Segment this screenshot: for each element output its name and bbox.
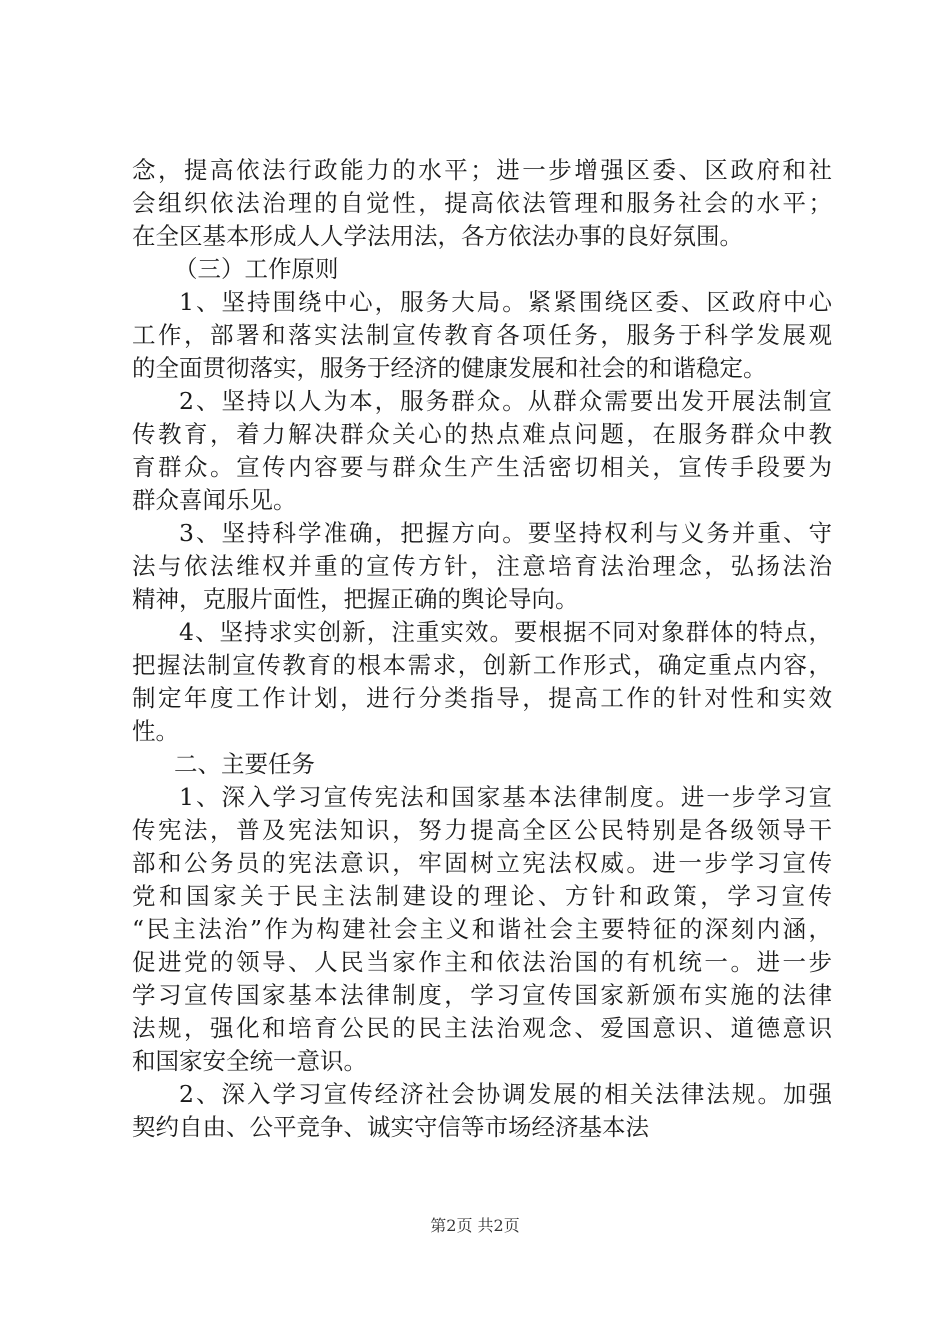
text-line: 法与依法维权并重的宣传方针，注意培育法治理念，弘扬法治 bbox=[132, 552, 832, 580]
text-line: 党和国家关于民主法制建设的理论、方针和政策，学习宣传 bbox=[132, 882, 832, 910]
page-footer: 第2页 共2页 bbox=[430, 1216, 520, 1235]
text-line: 把握法制宣传教育的根本需求，创新工作形式，确定重点内容， bbox=[132, 651, 832, 679]
text-line: 1、坚持围绕中心，服务大局。紧紧围绕区委、区政府中心 bbox=[179, 288, 832, 316]
text-line: “民主法治”作为构建社会主义和谐社会主要特征的深刻内涵， bbox=[132, 915, 832, 943]
text-line: 学习宣传国家基本法律制度，学习宣传国家新颁布实施的法律 bbox=[132, 981, 832, 1009]
text-line: 契约自由、公平竞争、诚实守信等市场经济基本法 bbox=[132, 1113, 649, 1141]
text-line: 2、坚持以人为本，服务群众。从群众需要出发开展法制宣 bbox=[179, 387, 832, 415]
document-body bbox=[132, 154, 832, 1144]
text-line: 传教育，着力解决群众关心的热点难点问题，在服务群众中教 bbox=[132, 420, 832, 448]
section-heading: （三）工作原则 bbox=[174, 255, 339, 283]
text-line: 制定年度工作计划，进行分类指导，提高工作的针对性和实效 bbox=[132, 684, 832, 712]
text-line: 传宪法，普及宪法知识，努力提高全区公民特别是各级领导干 bbox=[132, 816, 832, 844]
text-line: 2、深入学习宣传经济社会协调发展的相关法律法规。加强 bbox=[179, 1080, 832, 1108]
text-line: 育群众。宣传内容要与群众生产生活密切相关，宣传手段要为 bbox=[132, 453, 832, 481]
text-line: 1、深入学习宣传宪法和国家基本法律制度。进一步学习宣 bbox=[179, 783, 832, 811]
text-line: 和国家安全统一意识。 bbox=[132, 1047, 367, 1075]
text-line: 的全面贯彻落实，服务于经济的健康发展和社会的和谐稳定。 bbox=[132, 354, 767, 382]
text-line: 法规，强化和培育公民的民主法治观念、爱国意识、道德意识 bbox=[132, 1014, 832, 1042]
text-line: 念，提高依法行政能力的水平；进一步增强区委、区政府和社 bbox=[132, 156, 832, 184]
text-line: 3、坚持科学准确，把握方向。要坚持权利与义务并重、守 bbox=[179, 519, 832, 547]
text-line: 群众喜闻乐见。 bbox=[132, 486, 297, 514]
section-heading: 二、主要任务 bbox=[174, 750, 315, 778]
text-line: 精神，克服片面性，把握正确的舆论导向。 bbox=[132, 585, 579, 613]
text-line: 促进党的领导、人民当家作主和依法治国的有机统一。进一步 bbox=[132, 948, 832, 976]
text-line: 在全区基本形成人人学法用法，各方依法办事的良好氛围。 bbox=[132, 222, 743, 250]
text-line: 会组织依法治理的自觉性，提高依法管理和服务社会的水平； bbox=[132, 189, 832, 217]
text-line: 工作，部署和落实法制宣传教育各项任务，服务于科学发展观 bbox=[132, 321, 832, 349]
text-line: 4、坚持求实创新，注重实效。要根据不同对象群体的特点， bbox=[179, 618, 832, 646]
text-line: 性。 bbox=[132, 717, 179, 745]
text-line: 部和公务员的宪法意识，牢固树立宪法权威。进一步学习宣传 bbox=[132, 849, 832, 877]
